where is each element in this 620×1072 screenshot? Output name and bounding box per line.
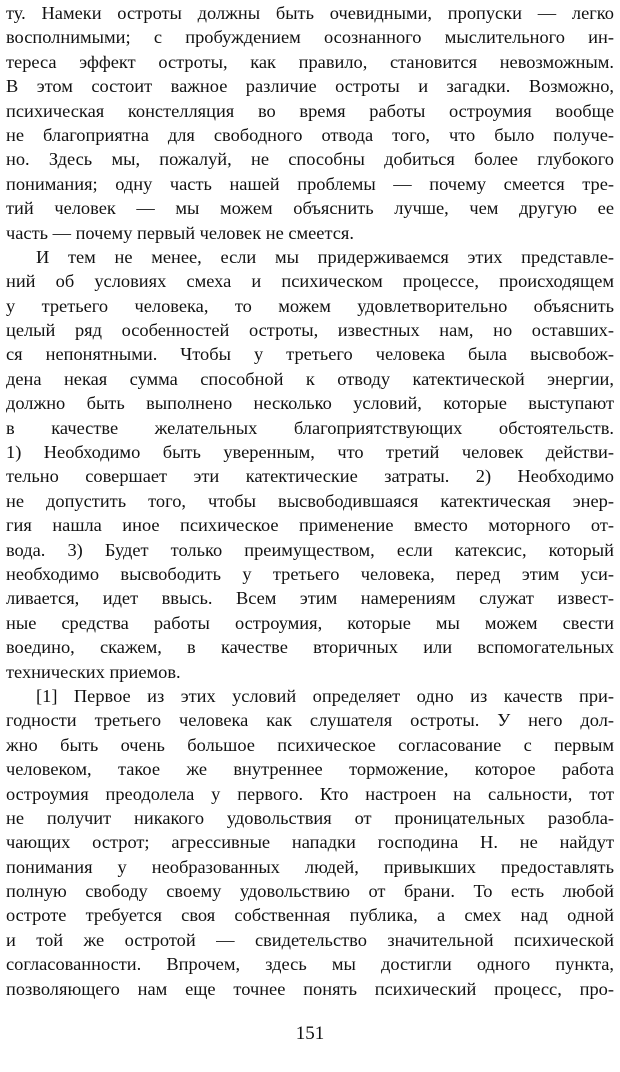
page-number: 151 [295, 1023, 325, 1044]
text-line: полную свободу своему удовольствию от брани. То есть любой [6, 881, 614, 902]
text-line: понимания; одну часть нашей проблемы — почему смеется тре- [6, 173, 614, 194]
text-line: 1) Необходимо быть уверенным, что третий человек действи- [6, 442, 614, 463]
text-line: дена некая сумма способной к отводу катектической энергии, [6, 368, 614, 389]
paragraph [6, 1, 614, 245]
text-line: психическая констелляция во время работы остроумия вообще [6, 100, 614, 121]
text-line: гия нашла иное психическое применение вместо моторного от- [6, 515, 614, 536]
text-line: ний об условиях смеха и психическом процессе, происходящем [6, 271, 614, 292]
text-line: жно быть очень большое психическое согласование с первым [6, 734, 614, 755]
text-line: ту. Намеки остроты должны быть очевидными, пропуски — легко [6, 3, 614, 23]
text-line: ливается, идет ввысь. Всем этим намерениям служат извест- [6, 588, 614, 609]
text-line: чающих острот; агрессивные нападки господина Н. не найдут [6, 832, 614, 853]
text-line: ся непонятными. Чтобы у третьего человека была высвобож- [6, 344, 614, 365]
text-line: восполнимыми; с пробуждением осознанного мыслительного ин- [6, 27, 614, 48]
text-line: тельно совершает эти катектические затраты. 2) Необходимо [6, 466, 614, 487]
text-line: [1] Первое из этих условий определяет одно из качеств при- [36, 685, 614, 706]
text-line: И тем не менее, если мы придерживаемся этих представле- [36, 246, 614, 267]
text-line: но. Здесь мы, пожалуй, не способны добиться более глубокого [6, 149, 614, 170]
paragraph [6, 245, 614, 684]
text-line: ные средства работы остроумия, которые мы можем свести [6, 612, 614, 633]
text-line: годности третьего человека как слушателя остроты. У него дол- [6, 710, 614, 731]
paragraph [6, 684, 614, 1001]
text-line: не получит никакого удовольствия от проницательных разобла- [6, 807, 614, 828]
text-line: человеком, такое же внутреннее торможение, которое работа [6, 759, 614, 780]
text-line: понимания у необразованных людей, привыкших предоставлять [6, 856, 614, 877]
text-line: В этом состоит важное различие остроты и загадки. Возможно, [6, 76, 614, 97]
text-line: воедино, скажем, в качестве вторичных или вспомогательных [6, 637, 614, 658]
text-line: и той же остротой — свидетельство значительной психической [6, 929, 614, 950]
text-line: необходимо высвободить у третьего человека, перед этим уси- [6, 563, 614, 584]
text-line: целый ряд особенностей остроты, известных нам, но оставших- [6, 320, 614, 341]
text-line: остроте требуется своя собственная публика, а смех над одной [6, 905, 614, 926]
text-line: технических приемов. [6, 661, 181, 682]
text-line: у третьего человека, то можем удовлетворительно объяснить [6, 295, 614, 316]
text-line: позволяющего нам еще точнее понять психический процесс, про- [6, 978, 614, 999]
text-line: вода. 3) Будет только преимуществом, если катексис, который [6, 539, 614, 560]
text-line: не допустить того, чтобы высвободившаяся катектическая энер- [6, 490, 614, 511]
text-line: согласованности. Впрочем, здесь мы достигли одного пункта, [6, 954, 614, 975]
text-line: не благоприятна для свободного отвода того, что было получе- [6, 124, 614, 145]
text-line: остроумия преодолела у первого. Кто настроен на сальности, тот [6, 783, 614, 804]
text-line: должно быть выполнено несколько условий, которые выступают [6, 393, 614, 414]
text-line: тереса эффект остроты, как правило, становится невозможным. [6, 51, 614, 72]
body-text [6, 1, 614, 1001]
text-line: тий человек — мы можем объяснить лучше, чем другую ее [6, 198, 614, 219]
text-line: часть — почему первый человек не смеется. [6, 222, 354, 243]
text-line: в качестве желательных благоприятствующих обстоятельств. [6, 417, 614, 438]
